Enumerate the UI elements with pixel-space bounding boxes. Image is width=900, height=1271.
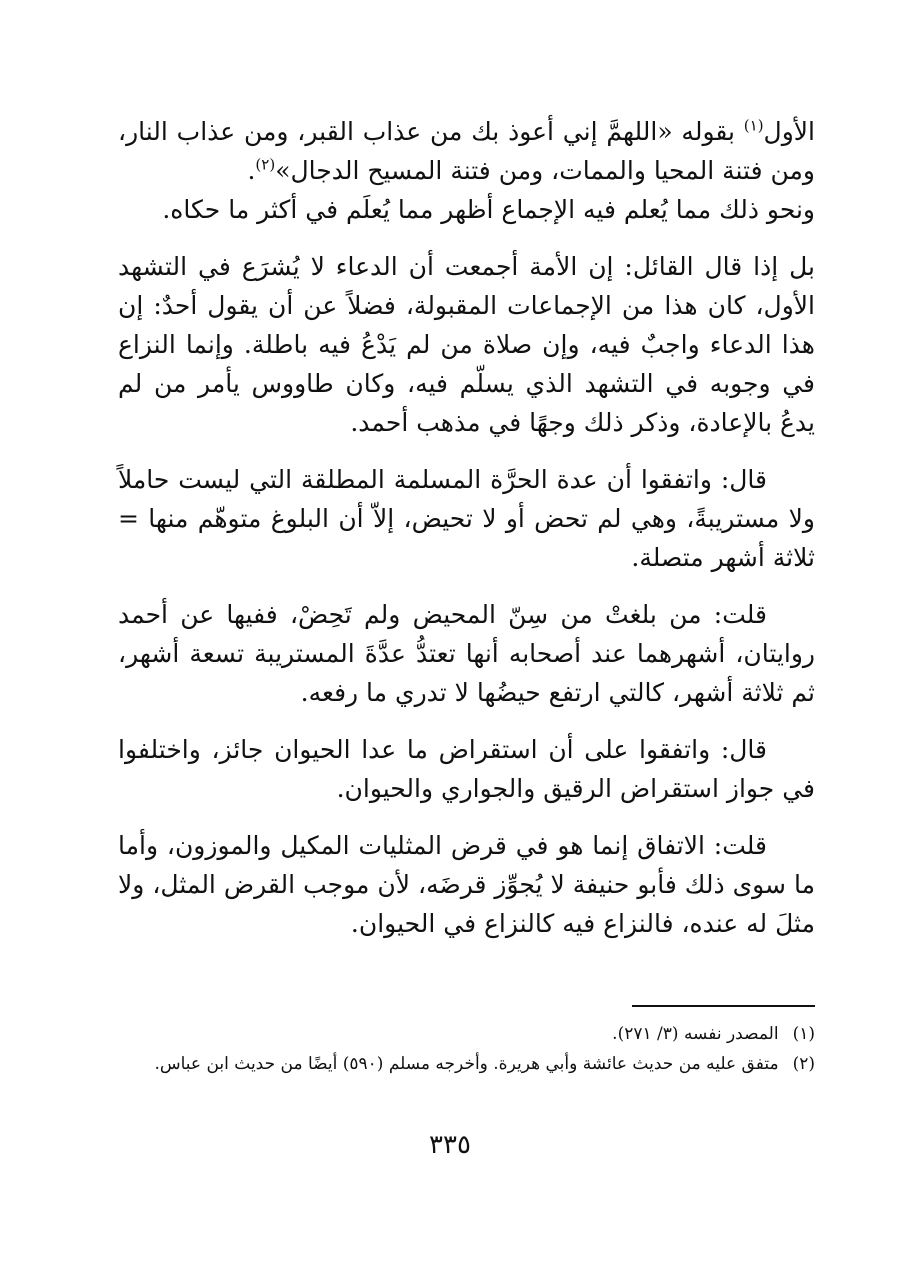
footnote-separator	[632, 1005, 815, 1007]
page-number: ٣٣٥	[429, 1130, 471, 1160]
paragraph-3: بل إذا قال القائل: إن الأمة أجمعت أن الدعاء لا يُشرَع في التشهد الأول، كان هذا من الإجماعات المقبولة، فضلاً عن أن يقول أحدٌ: إن هذا الدعاء واجبٌ فيه، وإن صلاة من لم يَدْعُ فيه باطلة. وإنما النزاع في وجوبه في التشهد الذي يسلّم فيه، وكان طاووس يأمر من لم يدعُ بالإعادة، وذكر ذلك وجهًا في مذهب أحمد.	[118, 252, 816, 437]
footnote-1	[118, 1020, 815, 1048]
text-segment: بقوله «اللهمَّ إني أعوذ بك من عذاب القبر، ومن عذاب النار، ومن فتنة المحيا والممات، ومن فتنة المسيح الدجال»	[118, 117, 815, 185]
footnote-text: المصدر نفسه (٣/ ٢٧١).	[612, 1024, 779, 1044]
footnote-ref-2[interactable]: (٢)	[255, 155, 276, 174]
paragraph-1	[118, 112, 815, 190]
main-text	[118, 112, 815, 943]
footnote-ref-1[interactable]: (١)	[743, 116, 764, 135]
text-segment: .	[247, 156, 256, 185]
text-segment: الأول	[763, 117, 815, 146]
paragraph-5: قلت: من بلغتْ من سِنّ المحيض ولم تَحِضْ، ففيها عن أحمد روايتان، أشهرهما عند أصحابه أنها تعتدُّ عدَّةَ المستريبة تسعة أشهر، ثم ثلاثة أشهر، كالتي ارتفع حيضُها لا تدري ما رفعه.	[118, 600, 815, 707]
paragraph-4: قال: واتفقوا أن عدة الحرَّة المسلمة المطلقة التي ليست حاملاً ولا مستريبةً، وهي لم تحض أو لا تحيض، إلاّ أن البلوغ متوهّم منها = ثلاثة أشهر متصلة.	[118, 465, 815, 572]
footnote-number: (١)	[792, 1024, 815, 1044]
paragraph-7: قلت: الاتفاق إنما هو في قرض المثليات المكيل والموزون، وأما ما سوى ذلك فأبو حنيفة لا يُجوِّز قرضَه، لأن موجب القرض المثل، ولا مثلَ له عنده، فالنزاع فيه كالنزاع في الحيوان.	[118, 831, 815, 938]
footnotes	[118, 1020, 815, 1080]
paragraph-6: قال: واتفقوا على أن استقراض ما عدا الحيوان جائز، واختلفوا في جواز استقراض الرقيق والجواري والحيوان.	[118, 735, 815, 803]
paragraph-2: ونحو ذلك مما يُعلم فيه الإجماع أظهر مما يُعلَم في أكثر ما حكاه.	[162, 195, 815, 224]
footnote-text: متفق عليه من حديث عائشة وأبي هريرة. وأخرجه مسلم (٥٩٠) أيضًا من حديث ابن عباس.	[154, 1054, 779, 1074]
footnote-number: (٢)	[792, 1054, 815, 1074]
footnote-2	[118, 1050, 815, 1078]
